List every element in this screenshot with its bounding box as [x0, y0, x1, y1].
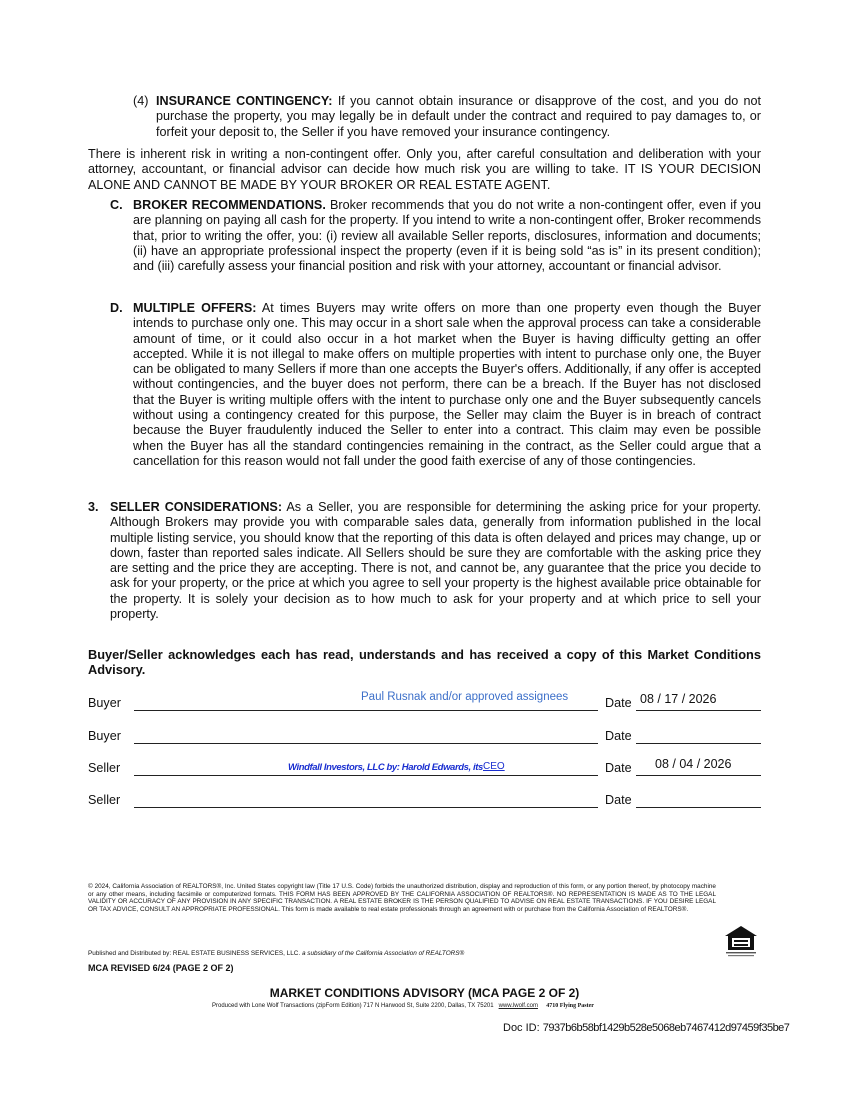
doc-id-label: Doc ID:	[503, 1022, 540, 1034]
insurance-text: If you cannot obtain insurance or disapprove of the cost, and you do not purchase the property, you may legally be in default under the contract and required to pay damages to, or forfeit your deposit to, the Seller if you have removed your insurance contingency.	[156, 94, 762, 139]
seller-considerations-text: As a Seller, you are responsible for determining the asking price for your property. Although Brokers may provide you with comparable sales data, generally from information published in the local multiple listing service, you should know that the reporting of this data is often delayed and prices may change, up or down, faster than reported sales indicate. All Sellers should be sure they are comfortable with the asking price they are setting and the price they are accepting. There is not, and cannot be, any guarantee that the price you decide to ask for your property, or the price at which you agree to sell your property is the highest available price obtainable for the property. It is solely your decision as to how much to ask for your property and at which price to sell your property.	[110, 500, 761, 622]
form-title: MARKET CONDITIONS ADVISORY (MCA PAGE 2 OF 2)	[269, 986, 580, 1000]
seller-2-signature-line[interactable]	[134, 807, 598, 808]
insurance-heading: INSURANCE CONTINGENCY:	[156, 94, 333, 108]
seller-1-date-line[interactable]	[636, 775, 761, 776]
seller-1-label: Seller	[88, 761, 121, 775]
buyer-1-date: 08 / 17 / 2026	[640, 692, 717, 706]
multiple-offers-letter: D.	[110, 301, 123, 315]
seller-considerations-paragraph	[110, 500, 761, 622]
produced-with-line	[212, 1002, 594, 1010]
website-link[interactable]: www.lwolf.com	[498, 1003, 538, 1009]
acknowledgement-text: Buyer/Seller acknowledges each has read, understands and has received a copy of this Market Conditions Advisory.	[88, 647, 761, 678]
published-by: Published and Distributed by: REAL ESTATE BUSINESS SERVICES, LLC.	[88, 950, 301, 957]
insurance-number: (4)	[133, 94, 149, 108]
seller-2-date-label: Date	[605, 793, 632, 807]
multiple-offers-heading: MULTIPLE OFFERS:	[133, 301, 257, 315]
seller-1-name: Windfall Investors, LLC by: Harold Edwards, its	[288, 762, 483, 773]
seller-considerations-heading: SELLER CONSIDERATIONS:	[110, 500, 283, 514]
buyer-1-signature-line[interactable]	[134, 710, 598, 711]
broker-rec-paragraph	[133, 198, 761, 274]
buyer-2-date-label: Date	[605, 729, 632, 743]
seller-1-date-label: Date	[605, 761, 632, 775]
revision-label: MCA REVISED 6/24 (PAGE 2 OF 2)	[88, 963, 234, 973]
doc-id-value: 7937b6b58bf1429b528e5068eb7467412d97459f35be7	[542, 1022, 790, 1034]
buyer-2-label: Buyer	[88, 729, 121, 743]
broker-rec-text: Broker recommends that you do not write a non-contingent offer, even if you are planning on paying all cash for the property. If you intend to write a non-contingent offer, Broker recommends that, prior to writing the offer, you: (i) review all available Seller reports, disclosures, information and documents; (ii) have an appropriate professional inspect the property (even if it is being sold “as is” in its present condition); and (iii) carefully assess your financial position and risk with your attorney, accountant or financial advisor.	[133, 198, 762, 274]
doc-id	[503, 1022, 789, 1034]
seller-considerations-number: 3.	[88, 500, 99, 514]
copyright-notice: © 2024, California Association of REALTORS®, Inc. United States copyright law (Title 17 U.S. Code) forbids the unauthorized distribution, display and reproduction of this form, or any portion thereof, by photocopy machine or any other means, including facsimile or computerized formats. THIS FORM HAS BEEN APPROVED BY THE CALIFORNIA ASSOCIATION OF REALTORS®. NO REPRESENTATION IS MADE AS TO THE LEGAL VALIDITY OR ACCURACY OF ANY PROVISION IN ANY SPECIFIC TRANSACTION. A REAL ESTATE BROKER IS THE PERSON QUALIFIED TO ADVISE ON REAL ESTATE TRANSACTIONS. IF YOU DESIRE LEGAL OR TAX ADVICE, CONSULT AN APPROPRIATE PROFESSIONAL. This form is made available to real estate professionals through an agreement with or purchase from the California Association of REALTORS®.	[88, 883, 716, 913]
buyer-1-date-label: Date	[605, 696, 632, 710]
broker-rec-letter: C.	[110, 198, 123, 212]
multiple-offers-text: At times Buyers may write offers on more than one property even though the Buyer intends to purchase only one. This may occur in a short sale when the approval process can take a considerable amount of time, or it could also occur in a hot market when the Buyer is having difficulty getting an offer accepted. While it is not illegal to make offers on multiple properties with intent to purchase only one, the Buyer can be obligated to many Sellers if more than one accepts the Buyer's offers. Additionally, if any offer is accepted without contingencies, and the buyer does not perform, there can be a breach. If the Buyer has not disclosed that the Buyer is writing multiple offers with the intent to purchase only one and the Buyer subsequently cancels without using a contingency created for this purpose, the Seller may claim the Buyer is in breach of contract because the Buyer fraudulently induced the Seller to enter into a contract. This claim may even be possible when the Buyer has all the standard contingencies remaining in the contract, as the Seller could argue that a cancellation for this reason would not fall under the good faith exercise of any of those contingencies.	[133, 301, 762, 468]
buyer-1-label: Buyer	[88, 696, 121, 710]
buyer-2-signature-line[interactable]	[134, 743, 598, 744]
broker-rec-heading: BROKER RECOMMENDATIONS.	[133, 198, 326, 212]
buyer-1-name: Paul Rusnak and/or approved assignees	[361, 691, 569, 703]
property-name: 4710 Flying Paster	[546, 1003, 594, 1009]
buyer-1-date-line[interactable]	[636, 710, 761, 711]
insurance-paragraph	[156, 94, 761, 140]
published-by-line	[88, 950, 464, 958]
risk-paragraph: There is inherent risk in writing a non-contingent offer. Only you, after careful consultation and deliberation with your attorney, accountant, or financial advisor can decide how much risk you are willing to take. IT IS YOUR DECISION ALONE AND CANNOT BE MADE BY YOUR BROKER OR REAL ESTATE AGENT.	[88, 147, 761, 192]
seller-2-label: Seller	[88, 793, 121, 807]
seller-1-title: CEO	[483, 761, 505, 772]
seller-2-date-line[interactable]	[636, 807, 761, 808]
seller-1-signature-line[interactable]	[134, 775, 598, 776]
equal-housing-icon	[722, 924, 760, 958]
equal-housing-logo	[722, 924, 760, 958]
multiple-offers-paragraph	[133, 301, 761, 469]
produced-with: Produced with Lone Wolf Transactions (zipForm Edition) 717 N Harwood St, Suite 2200, Dallas, TX 75201	[212, 1003, 494, 1009]
seller-1-date: 08 / 04 / 2026	[655, 757, 732, 771]
buyer-2-date-line[interactable]	[636, 743, 761, 744]
subsidiary-note: a subsidiary of the California Association of REALTORS®	[301, 950, 465, 957]
